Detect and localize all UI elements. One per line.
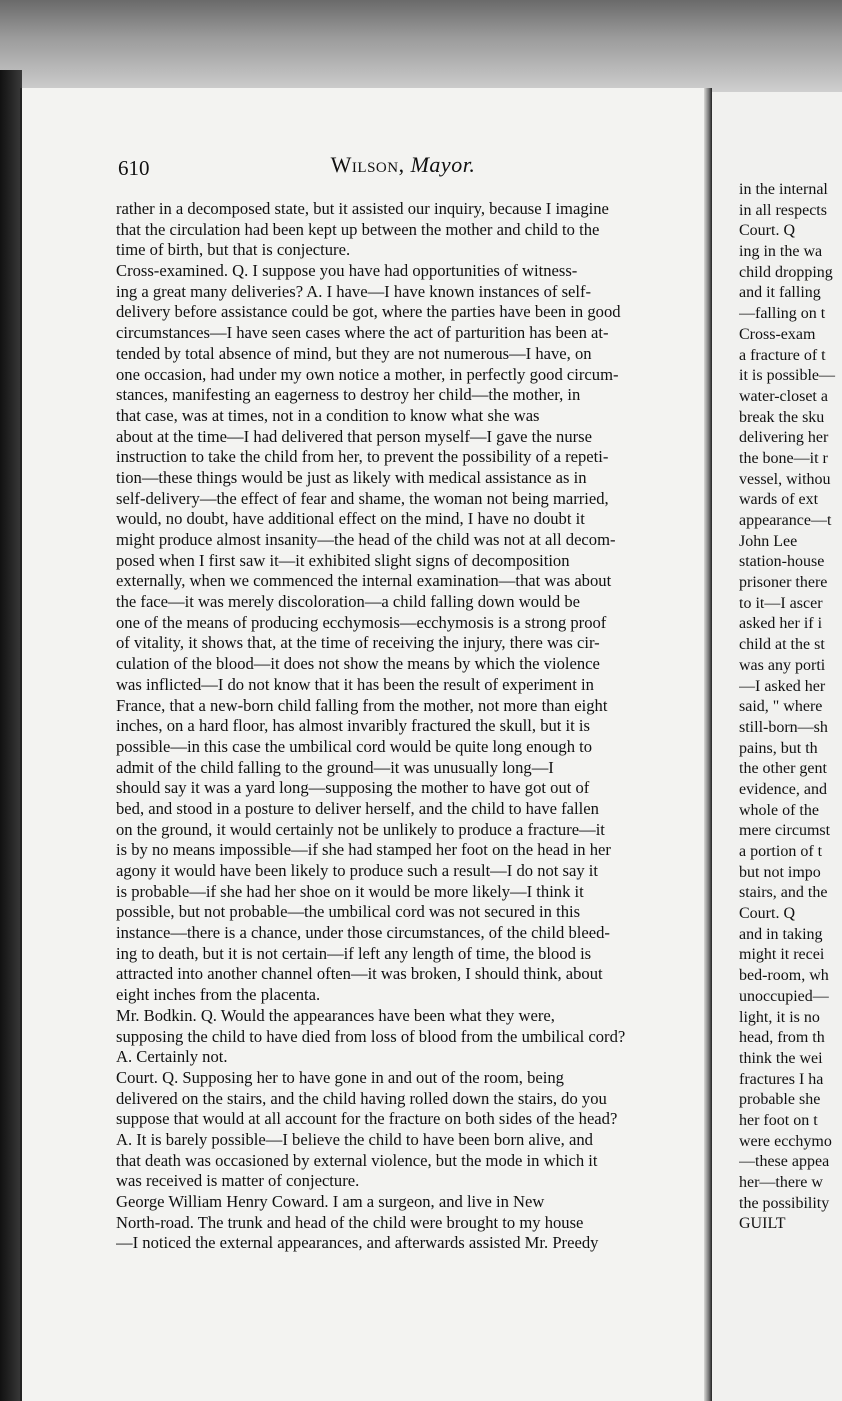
text-line: a fracture of t [739, 346, 826, 364]
text-line: rather in a decomposed state, but it assisted our inquiry, because I imagine [116, 199, 609, 218]
text-line: agony it would have been likely to produce such a result—I do not say it [116, 861, 599, 880]
text-line: whole of the [739, 801, 819, 819]
text-line: was inflicted—I do not know that it has been the result of experiment in [116, 674, 594, 694]
text-line: George William Henry Coward. I am a surgeon, and live in New [116, 1192, 545, 1211]
text-line: evidence, and [739, 780, 827, 798]
text-line: suppose that would at all account for the fracture on both sides of the head? [116, 1109, 618, 1129]
text-line: self-delivery—the effect of fear and shame, the woman not being married, [116, 488, 609, 508]
text-line: wards of ext [739, 491, 819, 509]
page-header [118, 150, 688, 180]
text-line: about at the time—I had delivered that person myself—I gave the nurse [116, 426, 592, 446]
text-line: admit of the child falling to the ground—it was unusually long—I [116, 757, 554, 777]
text-line: fractures I ha [739, 1070, 824, 1088]
text-line: and in taking [739, 925, 823, 943]
text-line: tion—these things would be just as likely with medical assistance as in [116, 467, 587, 487]
text-line: think the wei [739, 1049, 823, 1067]
text-line: John Lee [739, 532, 798, 550]
text-line: France, that a new-born child falling from the mother, not more than eight [116, 695, 608, 715]
text-line: it is possible— [739, 367, 836, 385]
text-line: that death was occasioned by external violence, but the mode in which it [116, 1150, 598, 1170]
text-line: prisoner there [739, 574, 828, 592]
text-line: break the sku [739, 408, 825, 426]
text-line: bed, and stood in a posture to deliver herself, and the child to have fallen [116, 798, 599, 818]
text-line: instruction to take the child from her, to prevent the possibility of a repeti- [116, 447, 609, 467]
text-line: tended by total absence of mind, but they are not numerous—I have, on [116, 343, 592, 363]
text-line: said, " where [739, 698, 823, 716]
text-line: the other gent [739, 760, 827, 778]
text-line: the possibility [739, 1194, 830, 1212]
text-line: head, from th [739, 1029, 825, 1047]
text-line: were ecchymo [739, 1132, 832, 1150]
text-line: unoccupied— [739, 987, 829, 1005]
text-line: possible—in this case the umbilical cord would be quite long enough to [116, 736, 593, 756]
text-line: that the circulation had been kept up between the mother and child to the [116, 219, 600, 239]
text-line: GUILT [739, 1215, 786, 1233]
text-line: might produce almost insanity—the head of the child was not at all decom- [116, 530, 616, 549]
text-line: in all respects [739, 201, 827, 219]
text-line: child dropping [739, 263, 833, 281]
text-line: child at the st [739, 636, 825, 654]
text-line: delivering her [739, 429, 829, 447]
text-line: on the ground, it would certainly not be unlikely to produce a fracture—it [116, 819, 605, 839]
text-line: ing to death, but it is not certain—if left any length of time, the blood is [116, 943, 592, 963]
text-line: is by no means impossible—if she had stamped her foot on the head in her [116, 840, 611, 860]
text-line: circumstances—I have seen cases where the act of parturition has been at- [116, 323, 609, 343]
text-line: probable she [739, 1091, 821, 1109]
text-line: might it recei [739, 946, 825, 964]
text-line: appearance—t [739, 512, 832, 529]
text-line: is probable—if she had her shoe on it would be more likely—I think it [116, 881, 584, 901]
text-line: still-born—sh [739, 718, 828, 736]
text-line: pains, but th [739, 739, 818, 757]
text-line: to it—I ascer [739, 594, 823, 612]
text-line: in the internal [739, 181, 828, 198]
text-line: stairs, and the [739, 884, 828, 902]
text-line: of vitality, it shows that, at the time of receiving the injury, there was cir- [116, 633, 600, 653]
text-line: culation of the blood—it does not show the means by which the violence [116, 654, 600, 674]
text-line: stances, manifesting an eagerness to destroy her child—the mother, in [116, 385, 581, 405]
text-line: Court. Q [739, 905, 795, 923]
text-line: Cross-exam [739, 325, 816, 343]
text-line: bed-room, wh [739, 967, 829, 985]
scan-top-edge [0, 0, 842, 92]
text-line: one of the means of producing ecchymosis—ecchymosis is a strong proof [116, 612, 607, 632]
text-line: externally, when we commenced the internal examination—that was about [116, 571, 612, 591]
running-head-name: Wilson, [330, 152, 405, 177]
page-number: 610 [118, 156, 150, 180]
text-line: should say it was a yard long—supposing the mother to have got out of [116, 778, 590, 798]
text-line: would, no doubt, have additional effect on the mind, I have no doubt it [116, 509, 585, 529]
text-line: delivered on the stairs, and the child having rolled down the stairs, do you [116, 1088, 607, 1108]
text-line: ing in the wa [739, 243, 823, 261]
text-line: vessel, withou [739, 470, 831, 488]
text-line: water-closet a [739, 387, 828, 405]
text-line: attracted into another channel often—it was broken, I should think, about [116, 964, 603, 984]
text-line: time of birth, but that is conjecture. [116, 240, 351, 260]
text-line: —these appea [739, 1153, 830, 1171]
text-line: her foot on t [739, 1111, 818, 1129]
text-line: posed when I first saw it—it exhibited slight signs of decomposition [116, 550, 570, 570]
text-line: light, it is no [739, 1008, 820, 1026]
left-page-body [116, 199, 682, 1254]
text-line: ing a great many deliveries? A. I have—I have known instances of self- [116, 281, 592, 301]
text-line: and it falling [739, 284, 821, 302]
text-line: supposing the child to have died from loss of blood from the umbilical cord? [116, 1026, 626, 1046]
text-line: A. It is barely possible—I believe the child to have been born alive, and [116, 1129, 593, 1149]
text-line: mere circumst [739, 822, 831, 840]
text-line: Court. Q. Supposing her to have gone in and out of the room, being [116, 1067, 564, 1087]
book-spine-edge [0, 70, 22, 1401]
text-line: Cross-examined. Q. I suppose you have had opportunities of witness- [116, 261, 578, 281]
text-line: asked her if i [739, 615, 823, 633]
book-gutter [704, 88, 712, 1401]
text-line: but not impo [739, 863, 821, 881]
text-line: —falling on t [739, 305, 826, 323]
text-line: the face—it was merely discoloration—a child falling down would be [116, 592, 581, 612]
text-line: one occasion, had under my own notice a mother, in perfectly good circum- [116, 364, 619, 384]
right-page-body [739, 180, 842, 1235]
running-head-title: Mayor. [410, 152, 476, 177]
text-line: the bone—it r [739, 449, 828, 467]
text-line: North-road. The trunk and head of the child were brought to my house [116, 1212, 584, 1232]
text-line: a portion of t [739, 843, 823, 860]
running-head [118, 152, 688, 178]
text-line: her—there w [739, 1174, 823, 1191]
text-line: eight inches from the placenta. [116, 985, 321, 1005]
text-line: A. Certainly not. [116, 1047, 228, 1067]
text-line: possible, but not probable—the umbilical cord was not secured in this [116, 902, 581, 922]
text-line: Court. Q [739, 222, 795, 240]
text-line: —I asked her [739, 677, 826, 695]
text-line: Mr. Bodkin. Q. Would the appearances have been what they were, [116, 1005, 555, 1025]
text-line: that case, was at times, not in a condition to know what she was [116, 405, 540, 425]
right-page [712, 92, 842, 1401]
text-line: station-house [739, 553, 825, 571]
text-line: inches, on a hard floor, has almost invaribly fractured the skull, but it is [116, 716, 590, 736]
text-line: —I noticed the external appearances, and afterwards assisted Mr. Preedy [116, 1233, 599, 1253]
text-line: instance—there is a chance, under those circumstances, of the child bleed- [116, 923, 610, 943]
text-line: was received is matter of conjecture. [116, 1171, 360, 1191]
text-line: was any porti [739, 656, 826, 674]
text-line: delivery before assistance could be got, where the parties have been in good [116, 302, 621, 322]
